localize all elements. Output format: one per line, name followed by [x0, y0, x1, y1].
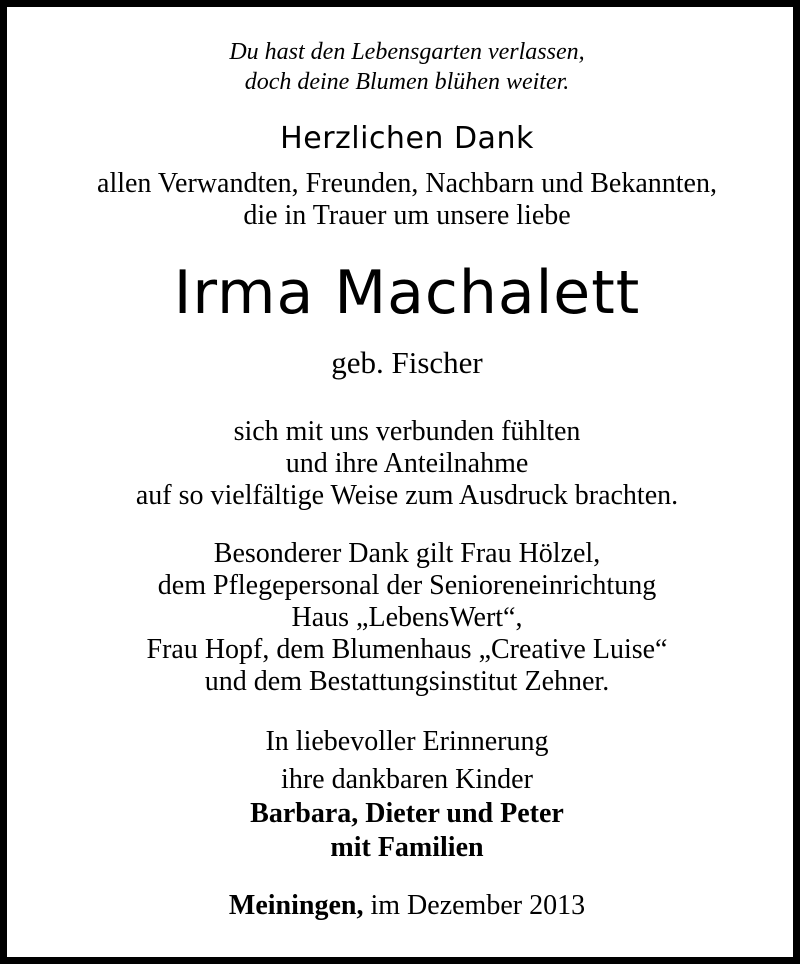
sympathy-line-3: auf so vielfältige Weise zum Ausdruck brachten. [135, 480, 679, 511]
special-thanks-line-4: Frau Hopf, dem Blumenhaus „Creative Luise“ [146, 634, 668, 665]
special-thanks-line-5: und dem Bestattungsinstitut Zehner. [204, 666, 610, 697]
closing-line: In liebevoller Erinnerung [265, 726, 549, 757]
signature-families: mit Familien [330, 832, 484, 863]
special-thanks-line-3: Haus „LebensWert“, [291, 602, 523, 633]
intro-line-2: die in Trauer um unsere liebe [243, 200, 571, 231]
thanks-heading: Herzlichen Dank [280, 121, 534, 156]
motto-line-1: Du hast den Lebensgarten verlassen, [229, 39, 585, 65]
maiden-name: geb. Fischer [331, 345, 483, 380]
motto-line-2: doch deine Blumen blühen weiter. [244, 69, 570, 95]
place-date-line [7, 892, 800, 920]
signature-names: Barbara, Dieter und Peter [250, 798, 564, 829]
special-thanks-line-2: dem Pflegepersonal der Senioreneinrichtung [157, 570, 657, 601]
place: Meiningen, [228, 890, 364, 921]
date: im Dezember 2013 [370, 890, 586, 921]
signature-intro: ihre dankbaren Kinder [281, 764, 533, 795]
special-thanks-line-1: Besonderer Dank gilt Frau Hölzel, [213, 538, 601, 569]
sympathy-line-1: sich mit uns verbunden fühlten [233, 416, 581, 447]
deceased-name: Irma Machalett [173, 258, 641, 328]
intro-line-1: allen Verwandten, Freunden, Nachbarn und Bekannten, [97, 168, 717, 199]
sympathy-line-2: und ihre Anteilnahme [285, 448, 529, 479]
